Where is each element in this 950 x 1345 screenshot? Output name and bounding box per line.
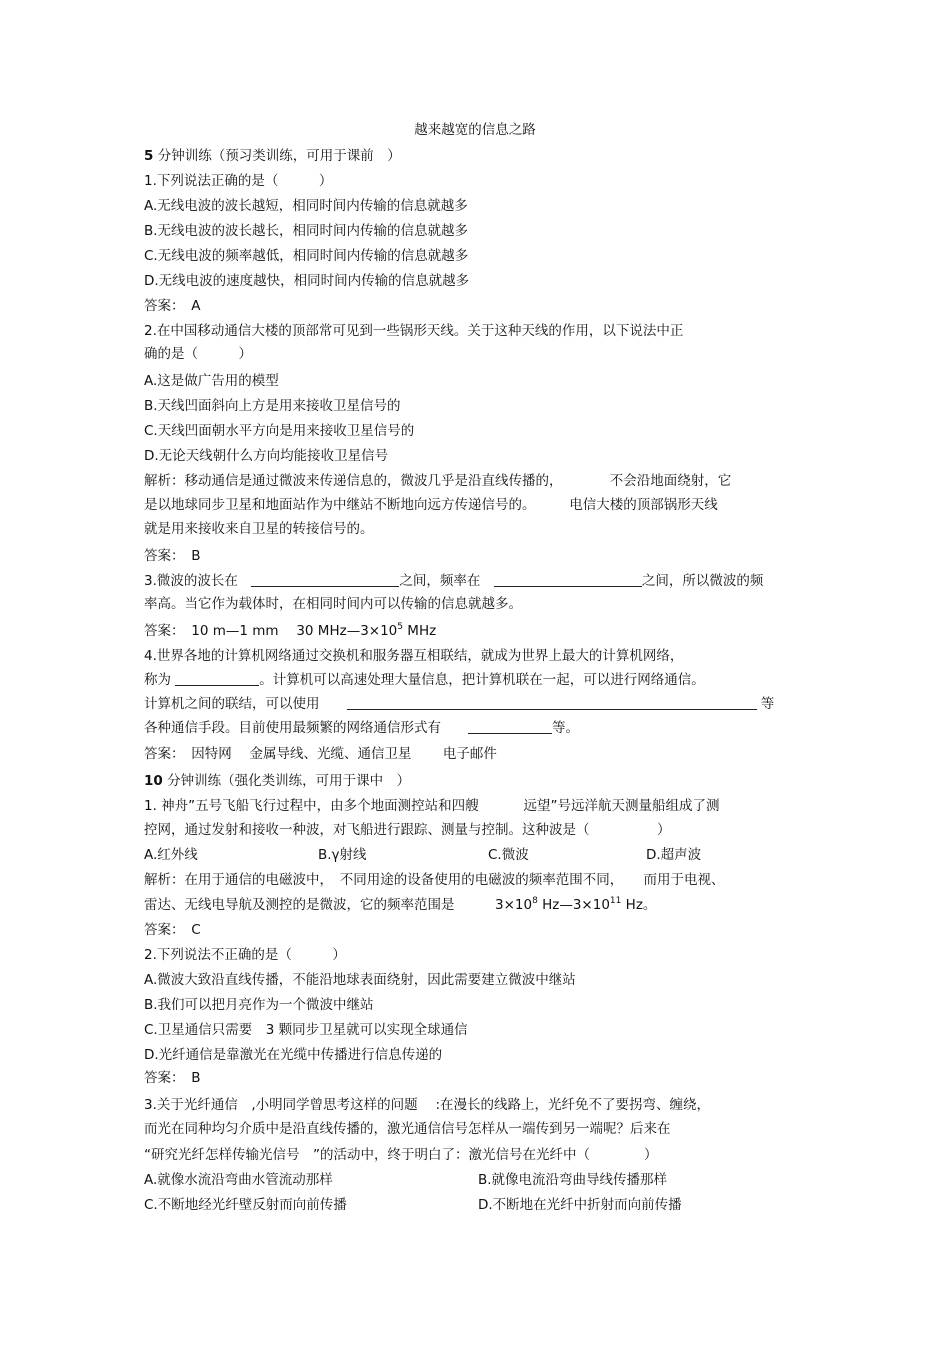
q5-option-c: C.微波: [488, 847, 529, 863]
q7-option-a: A.就像水流沿弯曲水管流动那样: [144, 1172, 333, 1188]
q5-option-d: D.超声波: [646, 847, 702, 863]
section-label: 分钟训练（强化类训练，可用于课中 ）: [167, 773, 411, 789]
q6-option-d: D.光纤通信是靠激光在光缆中传播进行信息传递的: [144, 1047, 443, 1063]
q6-option-a: A.微波大致沿直线传播，不能沿地球表面绕射，因此需要建立微波中继站: [144, 972, 576, 988]
q2-answer: 答案： B: [144, 548, 201, 564]
q4-text-3: 计算机之间的联结，可以使用: [144, 696, 320, 712]
q3-answer: [144, 621, 436, 641]
q5-exponent-1: 8: [532, 896, 538, 906]
section-minutes: 10: [144, 773, 163, 789]
q7-stem-line1: 3.关于光纤通信 ,小明同学曾思考这样的问题 :在漫长的线路上，光纤免不了要拐弯、缠绕，: [144, 1097, 711, 1113]
q5-stem-line1: 1. 神舟”五号飞船飞行过程中，由多个地面测控站和四艘 远望”号远洋航天测量船组成了测: [144, 798, 720, 814]
q3-text-1: 3.微波的波长在: [144, 573, 238, 589]
q6-option-b: B.我们可以把月亮作为一个微波中继站: [144, 997, 374, 1013]
q4-text-1: 称为: [144, 672, 171, 688]
q6-answer: 答案： B: [144, 1070, 201, 1086]
q1-option-d: D.无线电波的速度越快，相同时间内传输的信息就越多: [144, 273, 470, 289]
q5-option-b: B.γ射线: [318, 847, 367, 863]
q3-answer-exponent: 5: [397, 622, 404, 632]
q2-stem-line1: 2.在中国移动通信大楼的顶部常可见到一些锅形天线。关于这种天线的作用，以下说法中正: [144, 323, 684, 339]
q4-line4: [144, 718, 579, 738]
q2-explanation-line1: 解析：移动通信是通过微波来传递信息的，微波几乎是沿直线传播的， 不会沿地面绕射，它: [144, 473, 732, 489]
q5-explanation-text-3: Hz。: [621, 897, 657, 913]
q3-stem-line1: [144, 571, 763, 591]
q4-answer: 答案： 因特网 金属导线、光缆、通信卫星 电子邮件: [144, 746, 497, 762]
q5-explanation-text: 雷达、无线电导航及测控的是微波，它的频率范围是 3×10: [144, 897, 533, 913]
q4-line3: [144, 694, 774, 714]
section-heading-5min: [144, 146, 401, 166]
q5-exponent-2: 11: [609, 896, 622, 906]
q3-blank-frequency: [494, 572, 642, 587]
q2-option-c: C.天线凹面朝水平方向是用来接收卫星信号的: [144, 423, 415, 439]
q4-blank-form: [468, 719, 552, 734]
page-title: 越来越宽的信息之路: [414, 122, 536, 138]
q1-stem: 1.下列说法正确的是（ ）: [144, 173, 333, 189]
q5-answer: 答案： C: [144, 922, 201, 938]
q5-explanation-text-2: Hz—3×10: [537, 897, 610, 913]
q2-stem-line2: 确的是（ ）: [144, 346, 252, 362]
q2-explanation-line2: 是以地球同步卫星和地面站作为中继站不断地向远方传递信号的。 电信大楼的顶部锅形天线: [144, 497, 718, 513]
q4-text-6: 等。: [552, 720, 579, 736]
q7-stem-line2: 而光在同种均匀介质中是沿直线传播的，激光通信信号怎样从一端传到另一端呢？后来在: [144, 1121, 671, 1137]
q2-explanation-line3: 就是用来接收来自卫星的转接信号的。: [144, 521, 374, 537]
q3-answer-text: 答案： 10 m—1 mm 30 MHz—3×10: [144, 623, 398, 639]
q2-option-b: B.天线凹面斜向上方是用来接收卫星信号的: [144, 398, 401, 414]
q1-option-c: C.无线电波的频率越低，相同时间内传输的信息就越多: [144, 248, 469, 264]
q2-option-d: D.无论天线朝什么方向均能接收卫星信号: [144, 448, 389, 464]
q7-option-d: D.不断地在光纤中折射而向前传播: [478, 1197, 682, 1213]
q5-stem-line2: 控网，通过发射和接收一种波，对飞船进行跟踪、测量与控制。这种波是（ ）: [144, 822, 671, 838]
q1-answer: 答案： A: [144, 298, 201, 314]
q7-stem-line3: “研究光纤怎样传输光信号 ”的活动中，终于明白了：激光信号在光纤中（ ）: [144, 1147, 658, 1163]
q3-text-3: 之间，所以微波的频: [641, 573, 764, 589]
q3-blank-wavelength: [251, 572, 399, 587]
q1-option-b: B.无线电波的波长越长，相同时间内传输的信息就越多: [144, 223, 469, 239]
q5-option-a: A.红外线: [144, 847, 198, 863]
section-heading-10min: [144, 771, 410, 791]
q4-blank-means: [347, 695, 757, 710]
q2-option-a: A.这是做广告用的模型: [144, 373, 279, 389]
q4-line2: [144, 670, 705, 690]
q4-text-4: 等: [760, 696, 775, 712]
q4-line1: 4.世界各地的计算机网络通过交换机和服务器互相联结，就成为世界上最大的计算机网络，: [144, 648, 684, 664]
q6-stem: 2.下列说法不正确的是（ ）: [144, 947, 346, 963]
q3-text-2: 之间，频率在: [399, 573, 481, 589]
q5-explanation-line2: [144, 895, 656, 915]
q6-option-c: C.卫星通信只需要 3 颗同步卫星就可以实现全球通信: [144, 1022, 468, 1038]
section-minutes: 5: [144, 148, 154, 164]
section-label: 分钟训练（预习类训练，可用于课前 ）: [157, 148, 401, 164]
q4-text-2: 。计算机可以高速处理大量信息，把计算机联在一起，可以进行网络通信。: [259, 672, 705, 688]
q4-text-5: 各种通信手段。目前使用最频繁的网络通信形式有: [144, 720, 441, 736]
q7-option-b: B.就像电流沿弯曲导线传播那样: [478, 1172, 668, 1188]
q1-option-a: A.无线电波的波长越短，相同时间内传输的信息就越多: [144, 198, 468, 214]
q5-explanation-line1: 解析：在用于通信的电磁波中， 不同用途的设备使用的电磁波的频率范围不同， 而用于电视、: [144, 872, 725, 888]
q3-stem-line2: 率高。当它作为载体时，在相同时间内可以传输的信息就越多。: [144, 596, 522, 612]
q4-blank-network: [175, 671, 259, 686]
q3-answer-unit: MHz: [403, 623, 437, 639]
q7-option-c: C.不断地经光纤壁反射而向前传播: [144, 1197, 347, 1213]
